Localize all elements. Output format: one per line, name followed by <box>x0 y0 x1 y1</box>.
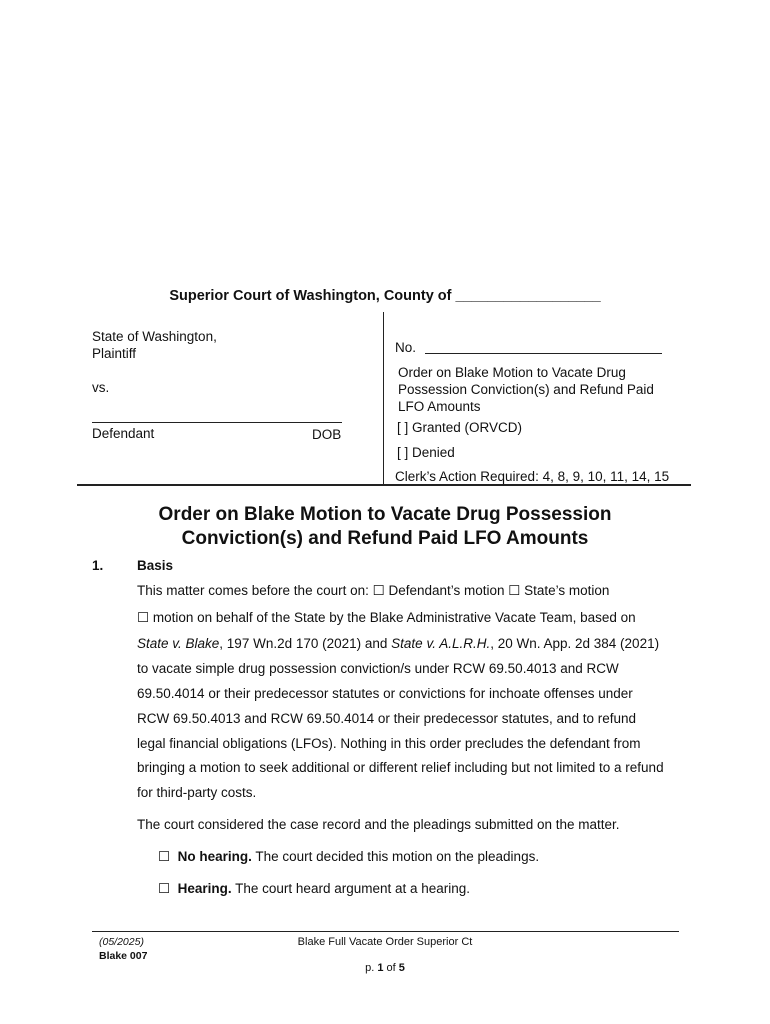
versus-label: vs. <box>92 380 110 395</box>
caption-order-title-line: Possession Conviction(s) and Refund Paid <box>398 382 654 397</box>
no-hearing-checkbox[interactable]: ☐ <box>158 849 171 864</box>
case-citation: State v. Blake <box>137 636 220 651</box>
citation-text: , 197 Wn.2d 170 (2021) and <box>219 636 392 651</box>
hearing-option <box>158 881 470 897</box>
body-text-line: for third-party costs. <box>137 785 257 800</box>
clerk-action-text: Clerk’s Action Required: 4, 8, 9, 10, 11, 14, 15 <box>395 469 670 484</box>
body-text-line: legal financial obligations (LFOs). Nothing in this order precludes the defendant from <box>137 736 641 751</box>
page-total: 5 <box>398 962 405 974</box>
no-hearing-option <box>158 849 539 865</box>
case-number-label: No. <box>395 340 417 355</box>
body-text-line: bringing a motion to seek additional or different relief including but not limited to a refund <box>137 760 664 775</box>
body-text-line: ☐ motion on behalf of the State by the Blake Administrative Vacate Team, based on <box>137 610 636 625</box>
section-heading: Basis <box>137 558 174 573</box>
body-text-line: to vacate simple drug possession conviction/s under RCW 69.50.4013 and RCW <box>137 661 619 676</box>
footer-page-number <box>0 962 770 974</box>
dob-label: DOB <box>312 427 342 442</box>
body-text-line: This matter comes before the court on: ☐ Defendant’s motion ☐ State’s motion <box>137 583 610 598</box>
no-hearing-text: The court decided this motion on the pleadings. <box>251 849 540 864</box>
footer-date: (05/2025) <box>99 936 144 948</box>
body-text-line <box>137 636 659 651</box>
granted-checkbox-label: [ ] Granted (ORVCD) <box>397 420 523 435</box>
footer-rule <box>92 931 679 932</box>
caption-divider <box>383 312 384 484</box>
body-text-line: 69.50.4014 or their predecessor statutes or convictions for inchoate offenses under <box>137 686 633 701</box>
denied-checkbox-label: [ ] Denied <box>397 445 455 460</box>
plaintiff-name: State of Washington, <box>92 329 217 344</box>
page-of: of <box>383 962 399 974</box>
no-hearing-label: No hearing. <box>177 849 252 864</box>
considered-text: The court considered the case record and the pleadings submitted on the matter. <box>137 817 620 832</box>
document-title-line: Order on Blake Motion to Vacate Drug Possession <box>158 504 612 525</box>
page-current: 1 <box>377 962 384 974</box>
defendant-label: Defendant <box>92 426 155 441</box>
caption-bottom-rule <box>77 484 691 486</box>
document-title-line: Conviction(s) and Refund Paid LFO Amounts <box>181 528 589 549</box>
court-title: Superior Court of Washington, County of __________________ <box>169 288 601 304</box>
body-text-line: RCW 69.50.4013 and RCW 69.50.4014 or their predecessor statutes, and to refund <box>137 711 637 726</box>
page-prefix: p. <box>365 962 378 974</box>
plaintiff-label: Plaintiff <box>92 346 137 361</box>
footer-form-name: Blake Full Vacate Order Superior Ct <box>297 936 473 948</box>
case-citation: State v. A.L.R.H. <box>391 636 491 651</box>
hearing-checkbox[interactable]: ☐ <box>158 881 171 896</box>
citation-text: , 20 Wn. App. 2d 384 (2021) <box>490 636 660 651</box>
document-title <box>0 503 770 551</box>
case-number-blank-line <box>425 353 662 354</box>
defendant-blank-line <box>92 422 342 423</box>
plaintiff-block <box>92 328 217 396</box>
section-number: 1. <box>92 558 104 573</box>
hearing-label: Hearing. <box>177 881 232 896</box>
footer-form-id: Blake 007 <box>99 950 148 962</box>
hearing-text: The court heard argument at a hearing. <box>231 881 471 896</box>
caption-order-title-line: Order on Blake Motion to Vacate Drug <box>398 365 626 380</box>
caption-order-title-line: LFO Amounts <box>398 399 481 414</box>
caption-order-title <box>398 364 678 415</box>
